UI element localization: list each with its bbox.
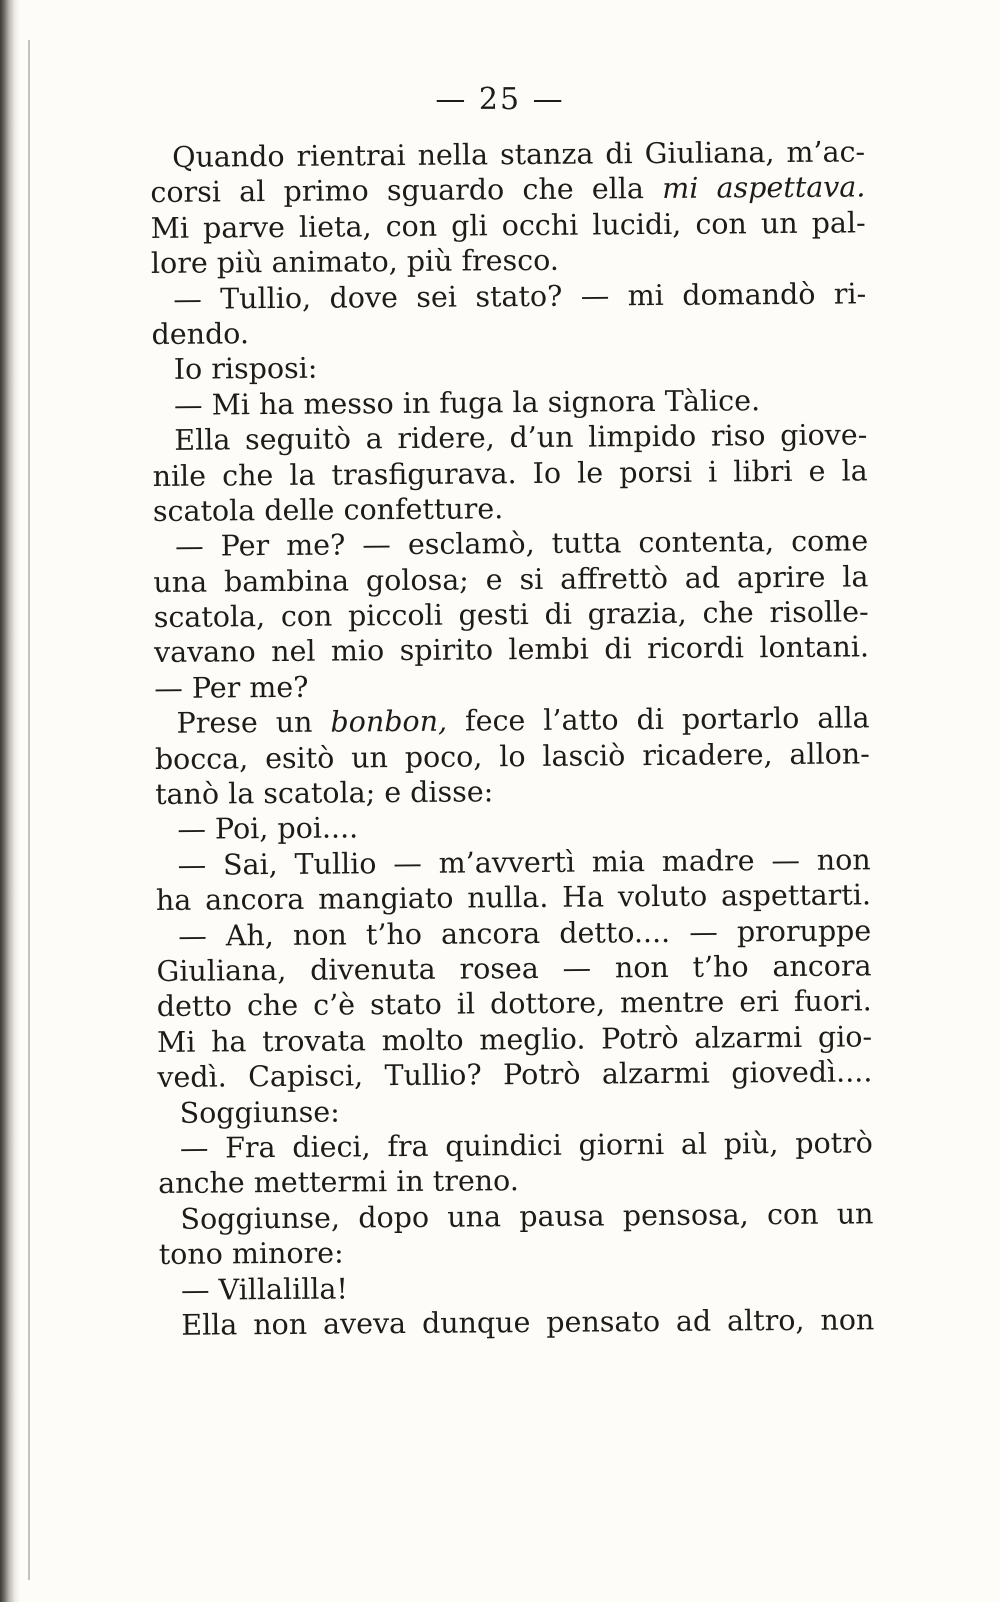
text-line: Giuliana, divenuta rosea — non t’ho ancora [156,949,872,988]
text-line: — Mi ha messo in fuga la signora Tàlice. [173,383,761,422]
text-line: — Ah, non t’ho ancora detto.... — proruppe [178,913,872,953]
text-line: vavano nel mio spirito lembi di ricordi lontani. [153,630,870,670]
text-line: Ella non aveva dunque pensato ad altro, non [181,1303,875,1342]
text-line: Mi ha trovata molto meglio. Potrò alzarmi gio- [156,1020,873,1059]
text-line: scatola delle confetture. [152,492,504,528]
text-span: fece l’atto di portarlo alla [446,701,870,738]
text-line: Mi parve lieta, con gli occhi lucidi, con un pal- [150,206,866,245]
italic-span: mi aspettava. [643,170,866,206]
text-line: — Sai, Tullio — m’avvertì mia madre — non [177,843,871,882]
text-line [150,170,865,211]
text-line: bocca, esitò un poco, lo lasciò ricadere, allon- [154,737,870,776]
text-line: nile che la trasfigurava. Io le porsi i libri e la [152,453,868,493]
text-span: Prese un [176,705,331,741]
text-line: tanò la scatola; e disse: [155,775,494,812]
page-number: — 25 — [435,82,565,117]
text-line: — Tullio, dove sei stato? — mi domandò ri- [173,276,867,316]
text-line: — Fra dieci, fra quindici giorni al più, potrò [179,1126,874,1165]
text-span: corsi al primo sguardo che ella [150,172,645,210]
text-line: lore più animato, più fresco. [150,243,560,281]
text-line: Soggiunse, dopo una pausa pensosa, con un [180,1197,874,1236]
text-line: — Poi, poi.... [177,811,359,847]
text-line: detto che c’è stato il dottore, mentre eri fuori. [156,984,872,1024]
text-line: anche mettermi in treno. [158,1164,519,1201]
text-line: dendo. [151,317,250,351]
text-line: Ella seguitò a ridere, d’un limpido riso giove- [174,418,868,457]
text-line: Io risposi: [173,352,318,387]
text-line: una bambina golosa; e si affrettò ad aprire la [153,560,869,599]
text-line: — Per me? — esclamò, tutta contenta, come [175,524,869,564]
text-line: ha ancora mangiato nulla. Ha voluto aspettarti. [155,878,872,918]
text-line: Quando rientrai nella stanza di Giuliana, m’ac- [172,135,866,174]
text-line: Soggiunse: [179,1095,340,1130]
body-text [150,134,874,1343]
text-line: tono minore: [158,1236,344,1272]
text-line: vedì. Capisci, Tullio? Potrò alzarmi giovedì.... [157,1055,873,1095]
binding-edge [0,0,20,1602]
text-line: — Villalilla! [180,1271,349,1307]
text-line [154,701,869,742]
text-line: scatola, con piccoli gesti di grazia, che risolle- [153,595,869,635]
text-line: — Per me? [154,670,309,705]
binding-line [28,40,30,1580]
italic-span: bonbon, [330,704,448,739]
